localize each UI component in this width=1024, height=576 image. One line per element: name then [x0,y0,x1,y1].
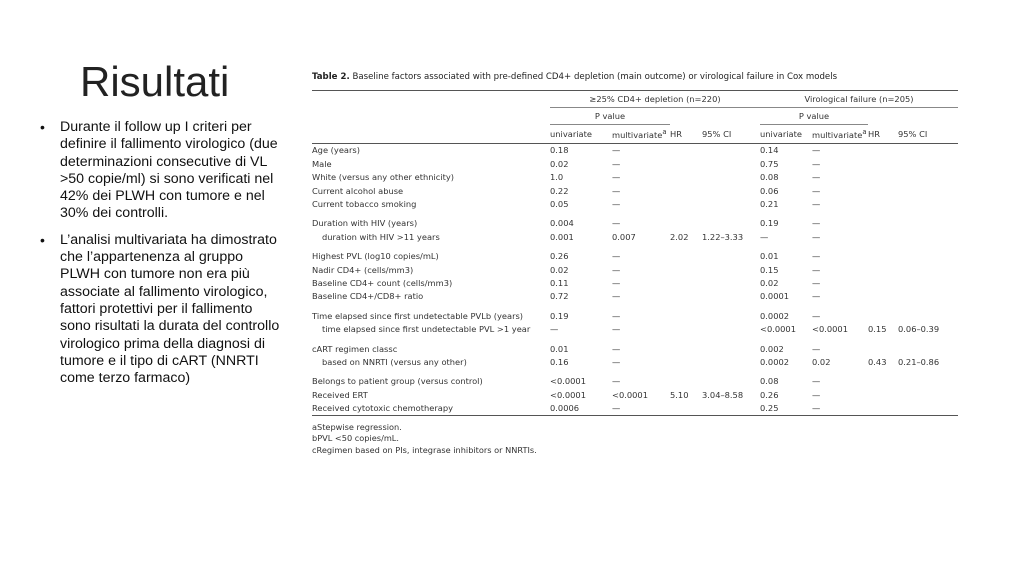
cell-univariate-1: 0.004 [550,218,574,229]
cell-ci-1 [702,197,760,210]
cell-univariate-2: 0.0002 [760,310,790,321]
cell-univariate-1: — [550,324,559,335]
cell-multivariate-2: — [812,158,821,169]
footnote: cRegimen based on PIs, integrase inhibitors or NNRTIs. [312,444,537,455]
cell-multivariate-2: — [812,172,821,183]
cell-hr-2 [868,217,898,230]
cell-multivariate-1: — [612,264,621,275]
cell-univariate-2: 0.0002 [760,356,790,367]
cell-multivariate-2: — [812,343,821,354]
cell-multivariate-2: — [812,291,821,302]
cell-hr-1 [670,375,702,388]
cell-multivariate-1: — [612,218,621,229]
cell-multivariate-2: <0.0001 [812,324,848,335]
table-row [312,217,958,230]
cell-multivariate-2: — [812,231,821,242]
row-label: Age (years) [312,145,360,156]
cell-ci-2: 0.06–0.39 [898,324,940,335]
cell-univariate-2: <0.0001 [760,324,796,335]
cell-univariate-1: 0.001 [550,231,574,242]
cell-multivariate-2: — [812,251,821,262]
table-row [312,263,958,276]
cell-ci-1 [702,322,760,335]
cell-ci-1 [702,276,760,289]
bullet-item: • L’analisi multivariata ha dimostrato che l’appartenenza al gruppo PLWH con tumore non era più associate al fallimento virologico, fattori protettivi per il fallimento sono risultati la durata del controllo virologico prima della diagnosi di tumore e il tipo di cART (NNRTI come terzo farmaco) [40,232,282,388]
cell-univariate-1: <0.0001 [550,389,586,400]
table-row [312,322,958,335]
cell-ci-1 [702,355,760,368]
table-figure [312,72,960,456]
cell-multivariate-1: — [612,145,621,156]
cell-univariate-2: 0.15 [760,264,779,275]
row-label: Received ERT [312,389,368,400]
row-label: time elapsed since first undetectable PVL >1 year [322,324,531,335]
cell-hr-1 [670,157,702,170]
table-row [312,355,958,368]
cell-hr-2 [868,290,898,303]
cell-hr-2 [868,250,898,263]
cell-multivariate-2: — [812,277,821,288]
col-ci: 95% CI [898,125,958,144]
cell-univariate-2: 0.06 [760,185,779,196]
cell-multivariate-1: — [612,401,670,415]
cell-univariate-1: 0.16 [550,356,569,367]
cell-multivariate-2: — [812,264,821,275]
cell-ci-1: 1.22–3.33 [702,231,744,242]
cell-multivariate-2: 0.02 [812,356,831,367]
cell-hr-2 [868,276,898,289]
cell-multivariate-1: <0.0001 [612,389,648,400]
table-caption-text: Baseline factors associated with pre-defined CD4+ depletion (main outcome) or virological failure in Cox models [352,72,838,82]
cell-multivariate-1: — [612,277,621,288]
cell-ci-1 [702,401,760,415]
cell-ci-1 [702,309,760,322]
cell-ci-2 [898,401,958,415]
cell-univariate-1: 0.02 [550,264,569,275]
cell-ci-1 [702,217,760,230]
cell-ci-2 [898,250,958,263]
row-label: cART regimen classc [312,343,398,354]
cell-hr-2 [868,388,898,401]
slide-title: Risultati [80,58,230,105]
cell-multivariate-2: — [812,401,868,415]
cell-multivariate-1: — [612,291,621,302]
footnote: bPVL <50 copies/mL. [312,433,399,444]
table-row [312,197,958,210]
cell-ci-1 [702,342,760,355]
col-multivariate: multivariate$^a$ [612,125,670,144]
cell-hr-2 [868,375,898,388]
footnotes [312,422,960,457]
row-label: Current alcohol abuse [312,185,404,196]
cell-ci-2 [898,197,958,210]
cell-hr-1 [670,322,702,335]
cell-hr-1 [670,342,702,355]
cell-ci-2 [898,342,958,355]
cell-univariate-1: 0.19 [550,310,569,321]
cell-hr-1 [670,184,702,197]
cell-univariate-2: 0.21 [760,199,779,210]
cell-univariate-2: 0.08 [760,376,779,387]
row-label: Baseline CD4+ count (cells/mm3) [312,277,453,288]
cell-hr-1 [670,143,702,157]
cell-ci-1 [702,157,760,170]
pvalue-header: P value [760,108,868,125]
cell-univariate-2: 0.19 [760,218,779,229]
cell-multivariate-1: — [612,251,621,262]
cell-ci-2 [898,388,958,401]
cell-univariate-2: 0.14 [760,145,779,156]
cell-multivariate-1: — [612,376,621,387]
cell-hr-2 [868,157,898,170]
cell-multivariate-1: — [612,185,621,196]
cell-univariate-1: 0.0006 [550,401,612,415]
cell-univariate-1: 0.22 [550,185,569,196]
cell-hr-2 [868,230,898,243]
cell-univariate-2: 0.26 [760,389,779,400]
cell-ci-2 [898,157,958,170]
row-label: duration with HIV >11 years [322,231,440,242]
table-row [312,143,958,157]
col-multivariate: multivariate$^a$ [812,125,868,144]
cell-hr-1 [670,250,702,263]
cell-multivariate-2: — [812,185,821,196]
row-label: Duration with HIV (years) [312,218,418,229]
cell-univariate-1: 0.72 [550,291,569,302]
cell-hr-1 [670,171,702,184]
table-row [312,250,958,263]
cell-hr-2 [868,197,898,210]
row-label: based on NNRTI (versus any other) [322,356,467,367]
cell-univariate-1: 0.18 [550,145,569,156]
table-row [312,309,958,322]
footnote: aStepwise regression. [312,421,402,432]
cell-ci-1 [702,290,760,303]
cell-hr-1 [670,290,702,303]
cell-ci-2: 0.21–0.86 [898,356,940,367]
cell-ci-1 [702,184,760,197]
row-label: Highest PVL (log10 copies/mL) [312,251,439,262]
cell-multivariate-2: — [812,376,821,387]
table-row [312,171,958,184]
col-hr: HR [670,125,702,144]
cell-ci-2 [898,171,958,184]
row-label: Baseline CD4+/CD8+ ratio [312,291,424,302]
cell-univariate-2: 0.01 [760,251,779,262]
row-label: Male [312,158,332,169]
cell-hr-1 [670,217,702,230]
cell-multivariate-1: — [612,343,621,354]
cell-univariate-2: — [760,231,769,242]
cell-univariate-1: <0.0001 [550,376,586,387]
table-row [312,276,958,289]
table-caption [312,72,960,82]
table-row [312,342,958,355]
cell-hr-2 [868,401,898,415]
group-header-cd4: ≥25% CD4+ depletion (n=220) [550,91,760,108]
cell-multivariate-1: 0.007 [612,231,636,242]
cell-hr-2 [868,184,898,197]
table-row [312,230,958,243]
cell-univariate-1: 0.01 [550,343,569,354]
cell-hr-1 [670,197,702,210]
cell-univariate-1: 1.0 [550,172,564,183]
col-univariate: univariate [550,125,612,144]
col-hr: HR [868,125,898,144]
cell-ci-1 [702,250,760,263]
cell-ci-2 [898,143,958,157]
table-caption-label: Table 2. [312,72,350,82]
cell-hr-1 [670,276,702,289]
cell-multivariate-2: — [812,218,821,229]
table-row [312,184,958,197]
table-row [312,401,958,415]
bullet-item: • Durante il follow up I criteri per definire il fallimento virologico (due determinazioni consecutive di VL >50 copie/ml) si sono verificati nel 42% dei PLWH con tumore e nel 30% dei controlli. [40,119,282,223]
cell-hr-1 [670,309,702,322]
cell-hr-2 [868,143,898,157]
cell-ci-2 [898,230,958,243]
cell-multivariate-2: — [812,199,821,210]
cell-univariate-2: 0.75 [760,158,779,169]
row-label: Time elapsed since first undetectable PVLb (years) [312,310,524,321]
cell-univariate-1: 0.11 [550,277,569,288]
col-univariate: univariate [760,125,812,144]
cell-hr-2: 0.43 [868,356,887,367]
cell-ci-2 [898,276,958,289]
bullet-list [40,119,282,396]
cell-univariate-2: 0.08 [760,172,779,183]
cell-ci-2 [898,184,958,197]
cell-univariate-2: 0.02 [760,277,779,288]
cell-ci-1 [702,375,760,388]
cell-ci-1 [702,171,760,184]
cell-multivariate-1: — [612,158,621,169]
cell-ci-2 [898,263,958,276]
col-ci: 95% CI [702,125,760,144]
cell-multivariate-1: — [612,199,621,210]
cell-multivariate-1: — [612,324,621,335]
cell-hr-1 [670,263,702,276]
table-row [312,375,958,388]
results-table [312,90,958,416]
cell-multivariate-2: — [812,389,821,400]
cell-hr-1 [670,401,702,415]
cell-hr-2 [868,171,898,184]
row-label: Received cytotoxic chemotherapy [312,401,550,415]
cell-hr-2: 0.15 [868,324,887,335]
cell-hr-1: 2.02 [670,231,689,242]
cell-ci-1 [702,263,760,276]
cell-multivariate-2: — [812,310,821,321]
pvalue-header: P value [550,108,670,125]
cell-univariate-2: 0.0001 [760,291,790,302]
row-label: Current tobacco smoking [312,199,417,210]
cell-hr-2 [868,263,898,276]
cell-ci-1: 3.04–8.58 [702,389,744,400]
cell-hr-1 [670,355,702,368]
group-header-virological: Virological failure (n=205) [760,91,958,108]
cell-univariate-2: 0.25 [760,401,812,415]
cell-ci-2 [898,217,958,230]
row-label: Nadir CD4+ (cells/mm3) [312,264,414,275]
cell-univariate-1: 0.02 [550,158,569,169]
cell-multivariate-1: — [612,172,621,183]
cell-multivariate-2: — [812,145,821,156]
cell-hr-2 [868,309,898,322]
cell-ci-2 [898,309,958,322]
table-body [312,143,958,415]
table-row [312,157,958,170]
cell-multivariate-1: — [612,310,621,321]
cell-univariate-1: 0.05 [550,199,569,210]
table-row [312,290,958,303]
cell-univariate-2: 0.002 [760,343,784,354]
cell-ci-2 [898,375,958,388]
table-row [312,388,958,401]
cell-univariate-1: 0.26 [550,251,569,262]
cell-multivariate-1: — [612,356,621,367]
cell-hr-1: 5.10 [670,389,689,400]
cell-ci-1 [702,143,760,157]
cell-hr-2 [868,342,898,355]
row-label: White (versus any other ethnicity) [312,172,455,183]
cell-ci-2 [898,290,958,303]
row-label: Belongs to patient group (versus control) [312,376,483,387]
